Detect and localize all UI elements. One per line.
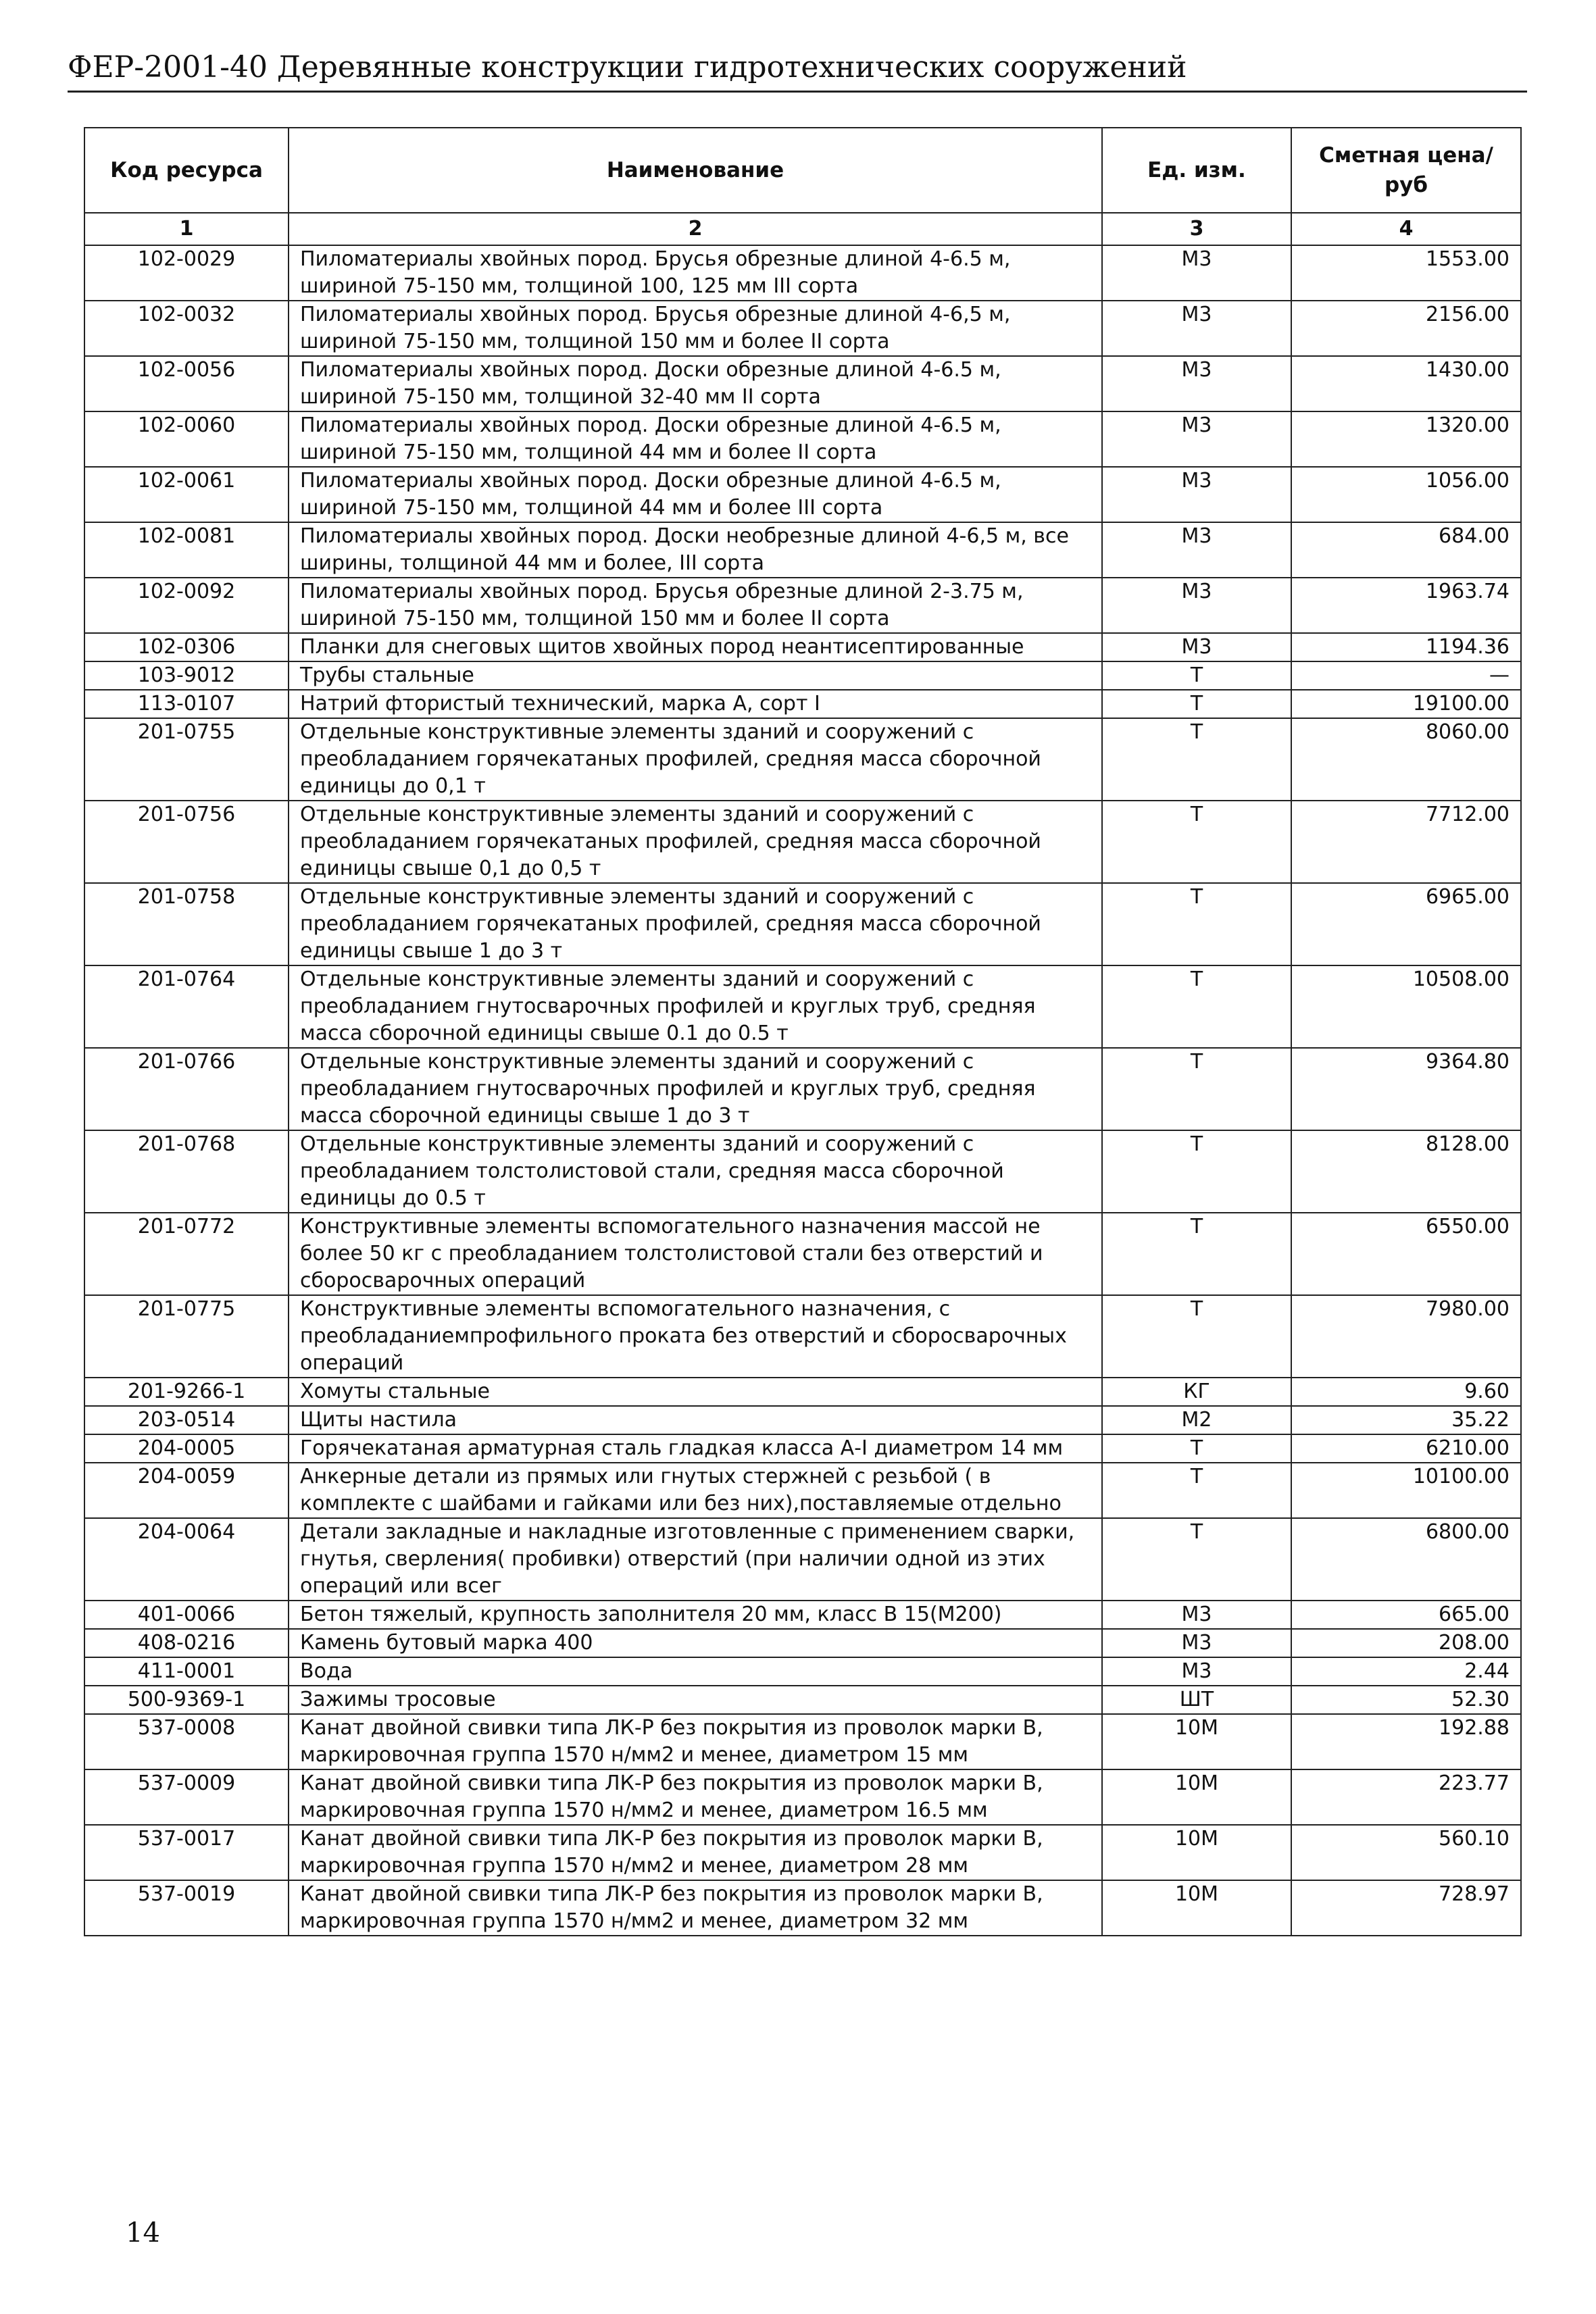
resource-code-cell: 204-0059 (84, 1463, 289, 1518)
resource-code-cell: 201-0766 (84, 1048, 289, 1130)
resource-code-cell: 411-0001 (84, 1657, 289, 1686)
price-cell: 1194.36 (1291, 633, 1521, 661)
price-cell: 1430.00 (1291, 356, 1521, 411)
price-cell: 665.00 (1291, 1601, 1521, 1629)
price-cell: 8060.00 (1291, 718, 1521, 801)
resource-code-cell: 201-0772 (84, 1213, 289, 1295)
resource-name-cell: Натрий фтористый технический, марка А, сорт I (289, 690, 1102, 718)
price-cell: 52.30 (1291, 1686, 1521, 1714)
resource-name-cell: Канат двойной свивки типа ЛК-Р без покрытия из проволок марки В, маркировочная группа 1570 н/мм2 и менее, диаметром 32 мм (289, 1880, 1102, 1936)
resource-code-cell: 201-0775 (84, 1295, 289, 1378)
page-header (68, 47, 1527, 93)
price-cell: 7712.00 (1291, 801, 1521, 883)
unit-cell: М3 (1102, 1601, 1291, 1629)
resource-name-cell: Отдельные конструктивные элементы зданий и сооружений с преобладанием горячекатаных профилей, средняя масса сборочной единицы свыше 0,1 до 0,5 т (289, 801, 1102, 883)
price-cell: 1963.74 (1291, 578, 1521, 633)
table-row (84, 1463, 1521, 1518)
column-header-code: Код ресурса (84, 128, 289, 213)
column-number: 4 (1291, 213, 1521, 245)
price-cell: 208.00 (1291, 1629, 1521, 1657)
price-cell: 6965.00 (1291, 883, 1521, 965)
resource-code-cell: 201-0756 (84, 801, 289, 883)
unit-cell: М3 (1102, 1629, 1291, 1657)
table-row (84, 1657, 1521, 1686)
table-row (84, 661, 1521, 690)
price-cell: 9.60 (1291, 1378, 1521, 1406)
table-body (84, 245, 1521, 1936)
unit-cell: 10М (1102, 1880, 1291, 1936)
resource-name-cell: Пиломатериалы хвойных пород. Доски обрезные длиной 4-6.5 м, шириной 75-150 мм, толщиной 32-40 мм II сорта (289, 356, 1102, 411)
table-row (84, 301, 1521, 356)
resource-code-cell: 102-0092 (84, 578, 289, 633)
resource-code-cell: 102-0029 (84, 245, 289, 301)
unit-cell: Т (1102, 1048, 1291, 1130)
table-row (84, 1295, 1521, 1378)
table-row (84, 801, 1521, 883)
unit-cell: 10М (1102, 1769, 1291, 1825)
page-number: 14 (126, 2217, 160, 2248)
unit-cell: М3 (1102, 245, 1291, 301)
price-cell: 10100.00 (1291, 1463, 1521, 1518)
unit-cell: М3 (1102, 301, 1291, 356)
price-cell: 223.77 (1291, 1769, 1521, 1825)
resource-code-cell: 203-0514 (84, 1406, 289, 1434)
unit-cell: М3 (1102, 522, 1291, 578)
table-row (84, 965, 1521, 1048)
unit-cell: М2 (1102, 1406, 1291, 1434)
resource-name-cell: Пиломатериалы хвойных пород. Доски обрезные длиной 4-6.5 м, шириной 75-150 мм, толщиной 44 мм и более II сорта (289, 411, 1102, 467)
unit-cell: Т (1102, 661, 1291, 690)
resource-name-cell: Трубы стальные (289, 661, 1102, 690)
resource-code-cell: 102-0060 (84, 411, 289, 467)
unit-cell: М3 (1102, 1657, 1291, 1686)
price-cell: 1320.00 (1291, 411, 1521, 467)
column-header-price: Сметная цена/руб (1291, 128, 1521, 213)
resource-name-cell: Отдельные конструктивные элементы зданий и сооружений с преобладанием гнутосварочных профилей и круглых труб, средняя масса сборочной единицы свыше 1 до 3 т (289, 1048, 1102, 1130)
table-row (84, 1825, 1521, 1880)
table-row (84, 1769, 1521, 1825)
table-row (84, 1434, 1521, 1463)
unit-cell: Т (1102, 718, 1291, 801)
unit-cell: 10М (1102, 1825, 1291, 1880)
resource-code-cell: 201-0764 (84, 965, 289, 1048)
resource-name-cell: Горячекатаная арматурная сталь гладкая класса А-I диаметром 14 мм (289, 1434, 1102, 1463)
price-cell: 7980.00 (1291, 1295, 1521, 1378)
column-header-unit: Ед. изм. (1102, 128, 1291, 213)
resource-name-cell: Зажимы тросовые (289, 1686, 1102, 1714)
price-cell: 10508.00 (1291, 965, 1521, 1048)
unit-cell: Т (1102, 801, 1291, 883)
unit-cell: Т (1102, 1130, 1291, 1213)
price-cell: 560.10 (1291, 1825, 1521, 1880)
table-row (84, 1130, 1521, 1213)
resource-name-cell: Канат двойной свивки типа ЛК-Р без покрытия из проволок марки В, маркировочная группа 1570 н/мм2 и менее, диаметром 15 мм (289, 1714, 1102, 1769)
unit-cell: ШТ (1102, 1686, 1291, 1714)
resource-code-cell: 401-0066 (84, 1601, 289, 1629)
resource-code-cell: 537-0009 (84, 1769, 289, 1825)
resource-name-cell: Вода (289, 1657, 1102, 1686)
unit-cell: Т (1102, 1213, 1291, 1295)
resource-code-cell: 500-9369-1 (84, 1686, 289, 1714)
resource-code-cell: 102-0306 (84, 633, 289, 661)
price-cell: — (1291, 661, 1521, 690)
table-row (84, 690, 1521, 718)
unit-cell: М3 (1102, 467, 1291, 522)
table-row (84, 1378, 1521, 1406)
unit-cell: Т (1102, 1434, 1291, 1463)
column-number: 1 (84, 213, 289, 245)
unit-cell: М3 (1102, 633, 1291, 661)
price-cell: 1553.00 (1291, 245, 1521, 301)
unit-cell: КГ (1102, 1378, 1291, 1406)
price-cell: 684.00 (1291, 522, 1521, 578)
unit-cell: Т (1102, 965, 1291, 1048)
resource-code-cell: 103-9012 (84, 661, 289, 690)
resource-name-cell: Канат двойной свивки типа ЛК-Р без покрытия из проволок марки В, маркировочная группа 1570 н/мм2 и менее, диаметром 16.5 мм (289, 1769, 1102, 1825)
unit-cell: М3 (1102, 411, 1291, 467)
table-row (84, 1213, 1521, 1295)
price-cell: 19100.00 (1291, 690, 1521, 718)
table-row (84, 356, 1521, 411)
unit-cell: М3 (1102, 578, 1291, 633)
resource-code-cell: 201-0768 (84, 1130, 289, 1213)
table-row (84, 245, 1521, 301)
column-number: 3 (1102, 213, 1291, 245)
table-row (84, 1048, 1521, 1130)
resource-code-cell: 102-0061 (84, 467, 289, 522)
table-row (84, 718, 1521, 801)
table-row (84, 1629, 1521, 1657)
table-row (84, 1714, 1521, 1769)
resource-code-cell: 102-0056 (84, 356, 289, 411)
resource-name-cell: Отдельные конструктивные элементы зданий и сооружений с преобладанием горячекатаных профилей, средняя масса сборочной единицы свыше 1 до 3 т (289, 883, 1102, 965)
resource-name-cell: Отдельные конструктивные элементы зданий и сооружений с преобладанием толстолистовой стали, средняя масса сборочной единицы до 0.5 т (289, 1130, 1102, 1213)
unit-cell: М3 (1102, 356, 1291, 411)
table-row (84, 467, 1521, 522)
price-cell: 8128.00 (1291, 1130, 1521, 1213)
resource-code-cell: 201-9266-1 (84, 1378, 289, 1406)
resource-name-cell: Детали закладные и накладные изготовленные с применением сварки, гнутья, сверления( пробивки) отверстий (при наличии одной из этих операций или всег (289, 1518, 1102, 1601)
resource-name-cell: Пиломатериалы хвойных пород. Брусья обрезные длиной 4-6.5 м, шириной 75-150 мм, толщиной 100, 125 мм III сорта (289, 245, 1102, 301)
table-row (84, 1406, 1521, 1434)
price-cell: 35.22 (1291, 1406, 1521, 1434)
resource-name-cell: Отдельные конструктивные элементы зданий и сооружений с преобладанием гнутосварочных профилей и круглых труб, средняя масса сборочной единицы свыше 0.1 до 0.5 т (289, 965, 1102, 1048)
resource-name-cell: Щиты настила (289, 1406, 1102, 1434)
price-cell: 9364.80 (1291, 1048, 1521, 1130)
resource-name-cell: Конструктивные элементы вспомогательного назначения, с преобладаниемпрофильного проката без отверстий и сборосварочных операций (289, 1295, 1102, 1378)
resource-code-cell: 201-0755 (84, 718, 289, 801)
column-number-row (84, 213, 1521, 245)
resource-name-cell: Камень бутовый марка 400 (289, 1629, 1102, 1657)
resource-code-cell: 102-0032 (84, 301, 289, 356)
table-header-row (84, 128, 1521, 213)
resource-code-cell: 204-0064 (84, 1518, 289, 1601)
resource-code-cell: 408-0216 (84, 1629, 289, 1657)
price-cell: 6800.00 (1291, 1518, 1521, 1601)
header-rule (68, 91, 1527, 93)
resource-code-cell: 201-0758 (84, 883, 289, 965)
table-row (84, 1686, 1521, 1714)
page-title: ФЕР-2001-40 Деревянные конструкции гидротехнических сооружений (68, 50, 1187, 84)
price-cell: 6210.00 (1291, 1434, 1521, 1463)
resource-code-cell: 537-0019 (84, 1880, 289, 1936)
resource-name-cell: Планки для снеговых щитов хвойных пород неантисептированные (289, 633, 1102, 661)
price-cell: 1056.00 (1291, 467, 1521, 522)
price-cell: 2.44 (1291, 1657, 1521, 1686)
resource-code-cell: 102-0081 (84, 522, 289, 578)
resource-name-cell: Пиломатериалы хвойных пород. Брусья обрезные длиной 4-6,5 м, шириной 75-150 мм, толщиной 150 мм и более II сорта (289, 301, 1102, 356)
resource-code-cell: 537-0008 (84, 1714, 289, 1769)
unit-cell: Т (1102, 1463, 1291, 1518)
table-row (84, 1518, 1521, 1601)
unit-cell: Т (1102, 1518, 1291, 1601)
table-row (84, 578, 1521, 633)
resource-code-cell: 537-0017 (84, 1825, 289, 1880)
price-cell: 2156.00 (1291, 301, 1521, 356)
column-header-name: Наименование (289, 128, 1102, 213)
resource-code-cell: 204-0005 (84, 1434, 289, 1463)
table-row (84, 1601, 1521, 1629)
unit-cell: 10М (1102, 1714, 1291, 1769)
resource-name-cell: Канат двойной свивки типа ЛК-Р без покрытия из проволок марки В, маркировочная группа 1570 н/мм2 и менее, диаметром 28 мм (289, 1825, 1102, 1880)
resource-name-cell: Анкерные детали из прямых или гнутых стержней с резьбой ( в комплекте с шайбами и гайками или без них),поставляемые отдельно (289, 1463, 1102, 1518)
resource-name-cell: Пиломатериалы хвойных пород. Доски необрезные длиной 4-6,5 м, все ширины, толщиной 44 мм и более, III сорта (289, 522, 1102, 578)
unit-cell: Т (1102, 690, 1291, 718)
resource-price-table (84, 127, 1522, 1936)
price-cell: 6550.00 (1291, 1213, 1521, 1295)
table-row (84, 1880, 1521, 1936)
price-cell: 728.97 (1291, 1880, 1521, 1936)
resource-code-cell: 113-0107 (84, 690, 289, 718)
resource-name-cell: Конструктивные элементы вспомогательного назначения массой не более 50 кг с преобладанием толстолистовой стали без отверстий и сборосварочных операций (289, 1213, 1102, 1295)
table-row (84, 633, 1521, 661)
unit-cell: Т (1102, 1295, 1291, 1378)
resource-name-cell: Пиломатериалы хвойных пород. Брусья обрезные длиной 2-3.75 м, шириной 75-150 мм, толщиной 150 мм и более II сорта (289, 578, 1102, 633)
resource-name-cell: Отдельные конструктивные элементы зданий и сооружений с преобладанием горячекатаных профилей, средняя масса сборочной единицы до 0,1 т (289, 718, 1102, 801)
resource-name-cell: Хомуты стальные (289, 1378, 1102, 1406)
unit-cell: Т (1102, 883, 1291, 965)
price-cell: 192.88 (1291, 1714, 1521, 1769)
table-row (84, 522, 1521, 578)
table-row (84, 411, 1521, 467)
table-row (84, 883, 1521, 965)
column-number: 2 (289, 213, 1102, 245)
resource-name-cell: Бетон тяжелый, крупность заполнителя 20 мм, класс В 15(М200) (289, 1601, 1102, 1629)
resource-name-cell: Пиломатериалы хвойных пород. Доски обрезные длиной 4-6.5 м, шириной 75-150 мм, толщиной 44 мм и более III сорта (289, 467, 1102, 522)
